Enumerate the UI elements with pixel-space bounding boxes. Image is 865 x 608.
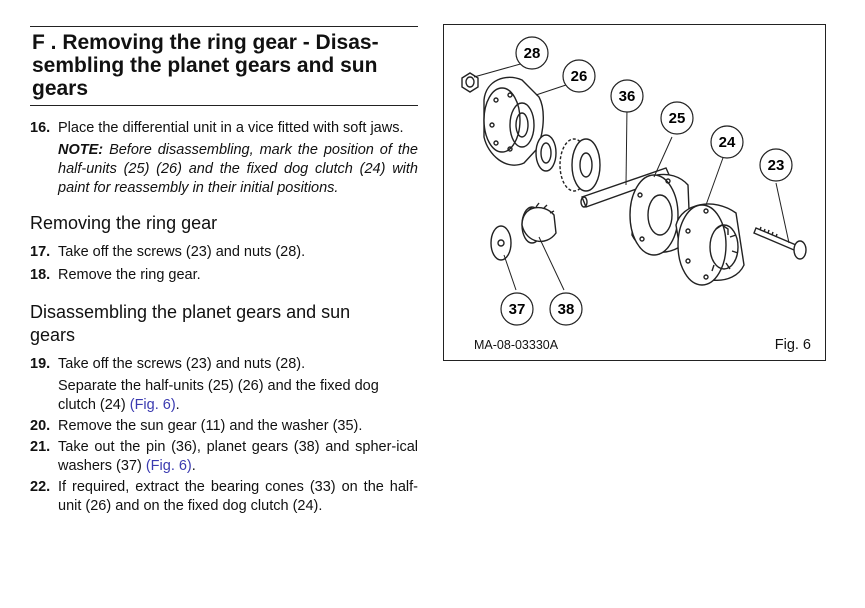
spherical-washer-part [491,226,511,260]
step-21 [30,438,418,476]
svg-text:38: 38 [557,301,575,318]
heading-disassembling-planet-gears: Disassembling the planet gears and sun gears [30,302,351,345]
fig-link[interactable]: (Fig. 6) [129,397,176,413]
section-title: F . Removing the ring gear - Disas-sembling the planet gears and sun gears [30,26,418,106]
half-unit-part [484,77,543,165]
step-text-end: . [191,458,196,474]
step-number: 22. [30,479,51,495]
subtext: Separate the half-units (25) (26) and the fixed dog clutch (24) [58,378,379,413]
screw-part [754,227,806,259]
washer-part [536,135,556,171]
callout-38 [550,293,582,325]
svg-text:37: 37 [508,301,526,318]
callout-23 [760,149,792,181]
step-text: Take off the screws (23) and nuts (28). [58,356,306,372]
step-number: 21. [30,439,51,455]
note [58,141,418,198]
step-number: 19. [30,356,51,372]
callout-25 [661,102,693,134]
step-text: Take off the screws (23) and nuts (28). [58,244,306,260]
svg-text:24: 24 [718,134,736,151]
exploded-diagram [444,25,825,360]
note-text: Before disassembling, mark the position of the half-units (25) (26) and the fixed dog clutch (24) with paint for reassembly in their initial positions. [58,142,418,196]
step-19 [30,355,418,415]
step-text: Place the differential unit in a vice fitted with soft jaws. [58,120,404,136]
step-text: Remove the ring gear. [58,267,201,283]
step-text-wrap [58,438,418,476]
step-number: 20. [30,418,51,434]
callout-37 [501,293,533,325]
step-18 [30,266,418,285]
step-number: 16. [30,120,51,136]
step-number: 17. [30,244,51,260]
svg-text:26: 26 [570,68,588,85]
heading-removing-ring-gear: Removing the ring gear [30,213,218,233]
sun-gear-part [560,139,600,191]
svg-text:36: 36 [618,88,636,105]
callout-24 [711,126,743,158]
subtext-end: . [175,397,180,413]
step-20 [30,417,418,436]
svg-text:25: 25 [668,110,686,127]
callout-26 [563,60,595,92]
figure-6 [443,24,826,361]
step-number: 18. [30,267,51,283]
step-22 [30,478,418,516]
step-16 [30,119,418,198]
callout-28 [516,37,548,69]
step-text: Take out the pin (36), planet gears (38) and spher-ical washers (37) [58,439,418,474]
svg-text:28: 28 [523,45,541,62]
note-label: NOTE: [58,142,104,158]
figure-reference: MA-08-03330A [474,338,559,352]
step-17 [30,243,418,262]
figure-label: Fig. 6 [774,337,811,353]
step-text: If required, extract the bearing cones (33) on the half-unit (26) and on the fixed dog clutch (24). [58,479,418,514]
fig-link[interactable]: (Fig. 6) [145,458,192,474]
svg-text:23: 23 [767,157,785,174]
instruction-column [30,26,418,516]
callout-36 [611,80,643,112]
step-subtext [58,377,418,415]
dog-clutch-part [676,204,744,285]
nut-part [462,73,478,92]
step-text: Remove the sun gear (11) and the washer (35). [58,418,363,434]
